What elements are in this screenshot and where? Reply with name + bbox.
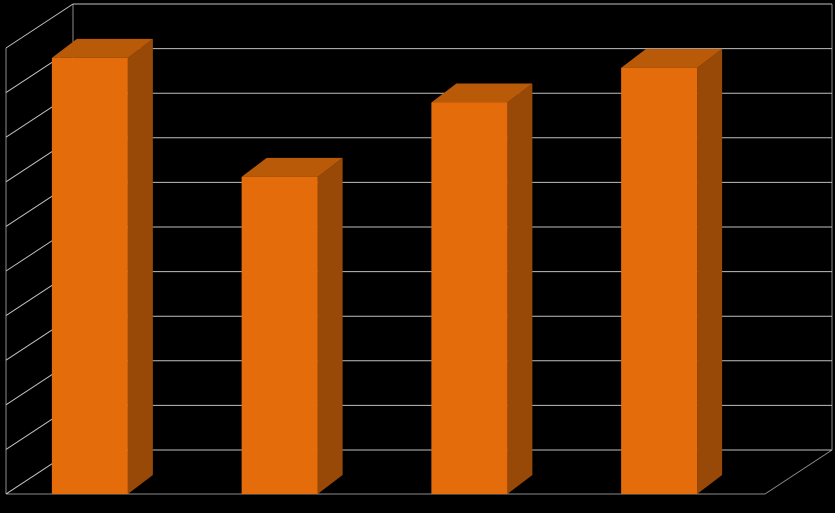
bar-side-face: [507, 84, 532, 494]
bar-front-face: [621, 68, 697, 494]
gridline-side: [6, 4, 73, 48]
bars: [52, 39, 722, 494]
bar-side-face: [697, 49, 722, 494]
bar: [242, 158, 343, 494]
floor-right-edge: [765, 450, 832, 494]
bar-side-face: [128, 39, 153, 494]
bar: [621, 49, 722, 494]
bar-side-face: [318, 158, 343, 494]
bar: [52, 39, 153, 494]
bar-front-face: [52, 58, 128, 494]
bar-front-face: [242, 177, 318, 494]
bar: [431, 84, 532, 494]
bar-front-face: [431, 103, 507, 494]
